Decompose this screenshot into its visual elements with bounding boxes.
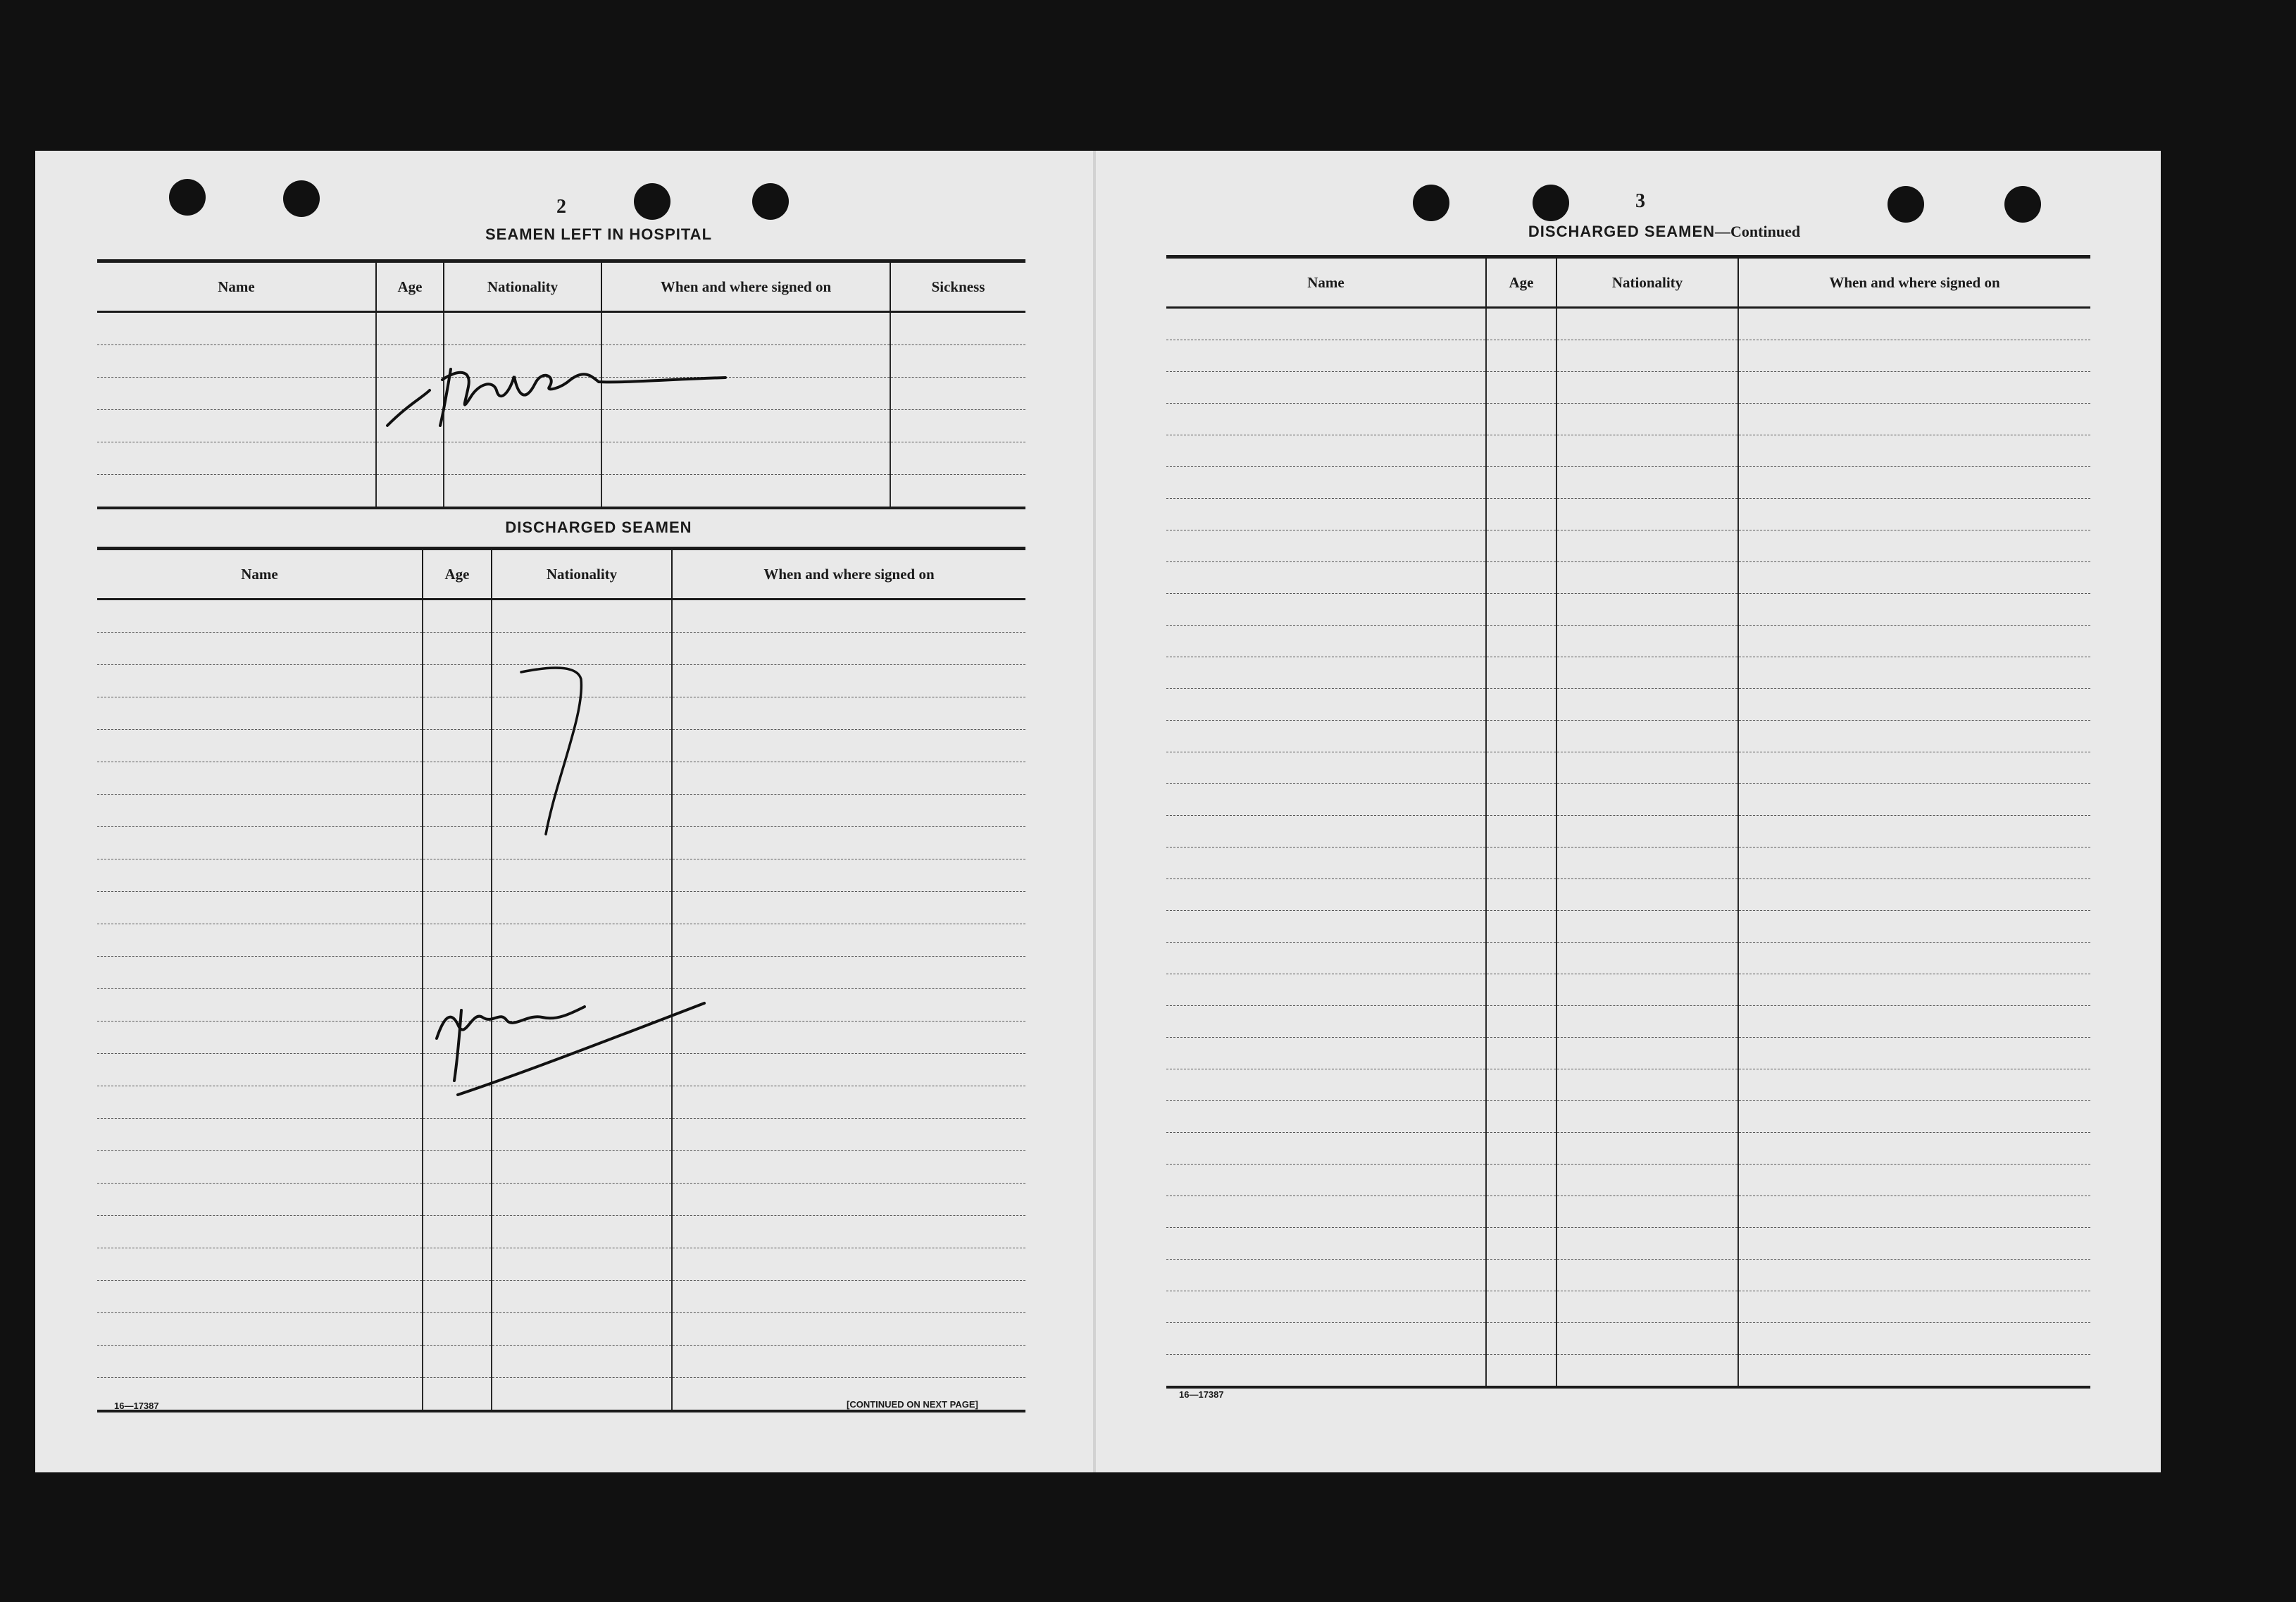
table-cell <box>1738 943 2090 974</box>
table-cell <box>1738 467 2090 499</box>
column-header-sickness: Sickness <box>890 261 1025 312</box>
table-cell <box>97 989 423 1022</box>
column-header-age: Age <box>376 261 444 312</box>
table-cell <box>1738 689 2090 721</box>
table-row <box>97 1248 1025 1281</box>
table-cell <box>1738 784 2090 816</box>
table-cell <box>1166 1069 1486 1101</box>
table-cell <box>423 600 492 633</box>
table-cell <box>1738 879 2090 911</box>
table-cell <box>672 957 1025 989</box>
table-row <box>1166 372 2090 404</box>
table-cell <box>1556 1101 1738 1133</box>
table-row <box>1166 340 2090 372</box>
table-cell <box>1486 626 1556 657</box>
table-row <box>97 442 1025 475</box>
table-row <box>1166 1291 2090 1323</box>
table-cell <box>97 697 423 730</box>
table-cell <box>1486 816 1556 847</box>
table-cell <box>492 1346 672 1378</box>
table-cell <box>1738 657 2090 689</box>
column-header-age: Age <box>1486 257 1556 308</box>
table-cell <box>1486 1038 1556 1069</box>
table-cell <box>1486 752 1556 784</box>
table-row <box>1166 1196 2090 1228</box>
table-cell <box>1556 1260 1738 1291</box>
table-cell <box>1166 784 1486 816</box>
table-cell <box>890 475 1025 509</box>
table-cell <box>1486 467 1556 499</box>
table-cell <box>97 730 423 762</box>
table-cell <box>1166 689 1486 721</box>
table-row <box>97 1313 1025 1346</box>
table-row <box>1166 943 2090 974</box>
table-cell <box>97 1216 423 1248</box>
table-cell <box>1556 1069 1738 1101</box>
table-row <box>1166 1133 2090 1165</box>
discharged-section-title: DISCHARGED SEAMEN <box>505 519 692 536</box>
table-cell <box>1486 530 1556 562</box>
table-cell <box>492 1184 672 1216</box>
table-cell <box>1556 911 1738 943</box>
table-cell <box>1738 435 2090 467</box>
table-cell <box>1556 1196 1738 1228</box>
table-row <box>1166 816 2090 847</box>
table-cell <box>1556 657 1738 689</box>
table-row <box>1166 657 2090 689</box>
table-cell <box>672 1054 1025 1086</box>
table-cell <box>376 475 444 509</box>
table-row <box>97 1119 1025 1151</box>
table-cell <box>1166 879 1486 911</box>
table-cell <box>423 1346 492 1378</box>
table-row <box>1166 1260 2090 1291</box>
table-cell <box>1166 308 1486 340</box>
table-cell <box>1738 340 2090 372</box>
table-cell <box>492 1281 672 1313</box>
discharged-continued-table <box>1166 255 2090 1389</box>
table-cell <box>1556 721 1738 752</box>
table-cell <box>1738 721 2090 752</box>
table-row <box>1166 689 2090 721</box>
handwritten-none-signature <box>380 348 732 440</box>
table-cell <box>672 1151 1025 1184</box>
table-cell <box>1166 657 1486 689</box>
table-cell <box>1738 1038 2090 1069</box>
table-cell <box>97 1248 423 1281</box>
table-cell <box>890 345 1025 378</box>
table-cell <box>97 892 423 924</box>
table-cell <box>97 1086 423 1119</box>
table-cell <box>1556 308 1738 340</box>
table-row <box>1166 435 2090 467</box>
table-cell <box>1166 1355 1486 1388</box>
table-cell <box>1556 499 1738 530</box>
table-cell <box>1738 562 2090 594</box>
table-cell <box>601 442 890 475</box>
table-cell <box>1486 974 1556 1006</box>
table-cell <box>423 1119 492 1151</box>
table-cell <box>890 378 1025 410</box>
table-cell <box>672 665 1025 697</box>
table-cell <box>672 795 1025 827</box>
table-row <box>1166 1355 2090 1388</box>
table-cell <box>1166 974 1486 1006</box>
table-cell <box>1166 435 1486 467</box>
table-cell <box>423 1281 492 1313</box>
table-row <box>97 1281 1025 1313</box>
table-cell <box>1486 1228 1556 1260</box>
table-row <box>1166 562 2090 594</box>
table-cell <box>1486 721 1556 752</box>
table-row <box>1166 499 2090 530</box>
table-cell <box>1486 1006 1556 1038</box>
table-row <box>1166 879 2090 911</box>
table-row <box>97 1151 1025 1184</box>
table-cell <box>601 312 890 345</box>
table-cell <box>1738 404 2090 435</box>
table-cell <box>1556 1228 1738 1260</box>
table-cell <box>1738 1355 2090 1388</box>
table-cell <box>97 859 423 892</box>
table-cell <box>97 1346 423 1378</box>
table-row <box>1166 752 2090 784</box>
table-cell <box>1486 1323 1556 1355</box>
table-cell <box>1556 594 1738 626</box>
table-cell <box>1166 1260 1486 1291</box>
table-cell <box>1486 657 1556 689</box>
table-cell <box>1486 847 1556 879</box>
table-cell <box>1738 1069 2090 1101</box>
column-header-signed-on: When and where signed on <box>601 261 890 312</box>
table-cell <box>1738 1291 2090 1323</box>
table-cell <box>444 475 601 509</box>
table-cell <box>97 827 423 859</box>
table-cell <box>672 1022 1025 1054</box>
page-number: 2 <box>556 196 566 218</box>
table-cell <box>890 410 1025 442</box>
table-cell <box>1738 974 2090 1006</box>
table-cell <box>1556 467 1738 499</box>
table-cell <box>1738 816 2090 847</box>
hospital-section-title: SEAMEN LEFT IN HOSPITAL <box>485 225 713 243</box>
document-sheet <box>35 151 2161 1472</box>
table-cell <box>97 1281 423 1313</box>
table-cell <box>1556 404 1738 435</box>
table-row <box>1166 1228 2090 1260</box>
table-cell <box>97 1184 423 1216</box>
table-cell <box>1486 943 1556 974</box>
table-cell <box>672 730 1025 762</box>
table-cell <box>1486 784 1556 816</box>
table-cell <box>1738 1228 2090 1260</box>
table-cell <box>1738 372 2090 404</box>
table-cell <box>1556 626 1738 657</box>
table-cell <box>1166 467 1486 499</box>
table-cell <box>1556 752 1738 784</box>
table-cell <box>1486 1165 1556 1196</box>
table-cell <box>1166 499 1486 530</box>
table-row <box>97 1346 1025 1378</box>
table-row <box>1166 1006 2090 1038</box>
table-cell <box>1738 530 2090 562</box>
table-row <box>1166 1323 2090 1355</box>
table-cell <box>1486 562 1556 594</box>
page-number: 3 <box>1635 190 1645 212</box>
table-cell <box>423 1151 492 1184</box>
table-row <box>1166 847 2090 879</box>
table-row <box>1166 1038 2090 1069</box>
table-cell <box>1738 499 2090 530</box>
right-page <box>1097 151 2161 1472</box>
table-cell <box>1738 1101 2090 1133</box>
table-cell <box>1738 911 2090 943</box>
table-cell <box>97 1151 423 1184</box>
table-cell <box>672 1313 1025 1346</box>
table-cell <box>97 345 376 378</box>
table-cell <box>423 1378 492 1412</box>
column-header-nationality: Nationality <box>444 261 601 312</box>
table-cell <box>423 1248 492 1281</box>
table-cell <box>1166 1323 1486 1355</box>
table-cell <box>1556 816 1738 847</box>
discharged-continued-section-title: DISCHARGED SEAMEN—Continued <box>1528 223 1801 240</box>
table-cell <box>1556 1133 1738 1165</box>
column-header-name: Name <box>1166 257 1486 308</box>
table-cell <box>97 442 376 475</box>
table-cell <box>1738 1260 2090 1291</box>
table-cell <box>1486 1291 1556 1323</box>
table-cell <box>1556 784 1738 816</box>
table-cell <box>1738 308 2090 340</box>
table-cell <box>97 475 376 509</box>
table-row <box>1166 530 2090 562</box>
table-cell <box>1556 879 1738 911</box>
table-cell <box>672 600 1025 633</box>
table-cell <box>1556 1006 1738 1038</box>
table-cell <box>97 600 423 633</box>
table-cell <box>1486 911 1556 943</box>
table-cell <box>97 795 423 827</box>
table-cell <box>672 697 1025 730</box>
table-cell <box>492 600 672 633</box>
table-cell <box>1486 404 1556 435</box>
column-header-nationality: Nationality <box>1556 257 1738 308</box>
table-cell <box>672 924 1025 957</box>
table-cell <box>672 1216 1025 1248</box>
table-cell <box>1556 340 1738 372</box>
table-cell <box>1486 879 1556 911</box>
left-page <box>35 151 1092 1472</box>
form-code: 16—17387 <box>114 1401 159 1411</box>
table-row <box>1166 467 2090 499</box>
table-cell <box>1556 1038 1738 1069</box>
table-cell <box>1486 1355 1556 1388</box>
table-row <box>97 475 1025 509</box>
table-cell <box>97 924 423 957</box>
table-cell <box>1166 1101 1486 1133</box>
table-cell <box>97 633 423 665</box>
table-row <box>97 1184 1025 1216</box>
table-cell <box>672 1346 1025 1378</box>
table-row <box>1166 721 2090 752</box>
table-row <box>1166 308 2090 340</box>
table-cell <box>1738 847 2090 879</box>
table-cell <box>1166 1165 1486 1196</box>
table-cell <box>1166 1038 1486 1069</box>
table-cell <box>1738 1196 2090 1228</box>
table-cell <box>1166 847 1486 879</box>
table-cell <box>890 312 1025 345</box>
table-cell <box>1486 689 1556 721</box>
table-cell <box>1166 721 1486 752</box>
table-cell <box>672 989 1025 1022</box>
table-cell <box>672 1086 1025 1119</box>
table-cell <box>97 1313 423 1346</box>
table-row <box>1166 1165 2090 1196</box>
table-cell <box>1738 752 2090 784</box>
table-cell <box>1556 372 1738 404</box>
table-cell <box>1556 1165 1738 1196</box>
table-cell <box>1556 562 1738 594</box>
table-cell <box>672 827 1025 859</box>
table-row <box>97 600 1025 633</box>
table-cell <box>672 1248 1025 1281</box>
table-cell <box>1738 594 2090 626</box>
table-cell <box>1486 1069 1556 1101</box>
table-cell <box>97 1022 423 1054</box>
table-cell <box>672 1119 1025 1151</box>
table-cell <box>1166 594 1486 626</box>
table-cell <box>1738 1323 2090 1355</box>
table-cell <box>1486 308 1556 340</box>
table-cell <box>1486 1133 1556 1165</box>
page-fold <box>1093 151 1096 1472</box>
column-header-age: Age <box>423 549 492 600</box>
table-row <box>1166 1101 2090 1133</box>
table-cell <box>492 1151 672 1184</box>
table-cell <box>672 892 1025 924</box>
table-cell <box>492 1248 672 1281</box>
table-cell <box>890 442 1025 475</box>
table-row <box>1166 784 2090 816</box>
handwritten-none-signature <box>416 658 711 1109</box>
table-cell <box>1738 626 2090 657</box>
table-cell <box>1556 943 1738 974</box>
continued-note: [CONTINUED ON NEXT PAGE] <box>847 1399 978 1410</box>
table-cell <box>376 442 444 475</box>
table-cell <box>1166 752 1486 784</box>
table-cell <box>423 1216 492 1248</box>
table-cell <box>1556 1355 1738 1388</box>
table-cell <box>423 1313 492 1346</box>
table-cell <box>1166 943 1486 974</box>
table-cell <box>1486 1260 1556 1291</box>
table-cell <box>492 1216 672 1248</box>
table-cell <box>97 1054 423 1086</box>
table-cell <box>444 442 601 475</box>
table-cell <box>1556 974 1738 1006</box>
table-cell <box>1166 1196 1486 1228</box>
column-header-nationality: Nationality <box>492 549 672 600</box>
table-cell <box>1486 435 1556 467</box>
table-cell <box>1738 1133 2090 1165</box>
table-cell <box>1556 1291 1738 1323</box>
table-cell <box>672 1281 1025 1313</box>
table-cell <box>672 762 1025 795</box>
table-cell <box>492 1119 672 1151</box>
table-cell <box>1166 816 1486 847</box>
table-row <box>1166 911 2090 943</box>
table-cell <box>672 1184 1025 1216</box>
table-cell <box>1738 1006 2090 1038</box>
table-cell <box>1166 1133 1486 1165</box>
table-cell <box>1738 1165 2090 1196</box>
table-cell <box>97 312 376 345</box>
table-row <box>97 312 1025 345</box>
table-cell <box>1166 626 1486 657</box>
table-cell <box>97 762 423 795</box>
table-cell <box>1166 530 1486 562</box>
table-row <box>97 1216 1025 1248</box>
table-cell <box>672 859 1025 892</box>
table-cell <box>423 1184 492 1216</box>
table-row <box>1166 1069 2090 1101</box>
table-cell <box>1556 435 1738 467</box>
table-cell <box>1556 530 1738 562</box>
table-cell <box>492 1313 672 1346</box>
table-row <box>1166 594 2090 626</box>
table-cell <box>1166 911 1486 943</box>
table-cell <box>97 378 376 410</box>
table-cell <box>1166 1006 1486 1038</box>
table-cell <box>492 1378 672 1412</box>
form-code: 16—17387 <box>1179 1389 1224 1400</box>
table-row <box>1166 974 2090 1006</box>
table-cell <box>1166 372 1486 404</box>
table-cell <box>97 957 423 989</box>
column-header-name: Name <box>97 549 423 600</box>
table-cell <box>97 1119 423 1151</box>
table-cell <box>97 665 423 697</box>
table-cell <box>1166 1291 1486 1323</box>
table-cell <box>1486 340 1556 372</box>
column-header-signed-on: When and where signed on <box>1738 257 2090 308</box>
column-header-name: Name <box>97 261 376 312</box>
table-cell <box>1486 594 1556 626</box>
table-cell <box>1166 562 1486 594</box>
table-cell <box>97 410 376 442</box>
table-cell <box>1486 499 1556 530</box>
table-cell <box>601 475 890 509</box>
table-cell <box>1166 1228 1486 1260</box>
table-cell <box>1486 1196 1556 1228</box>
table-cell <box>1486 1101 1556 1133</box>
table-cell <box>1556 689 1738 721</box>
table-cell <box>1166 340 1486 372</box>
table-cell <box>1166 404 1486 435</box>
table-cell <box>1556 1323 1738 1355</box>
table-cell <box>672 633 1025 665</box>
table-row <box>1166 626 2090 657</box>
column-header-signed-on: When and where signed on <box>672 549 1025 600</box>
table-cell <box>1486 372 1556 404</box>
table-row <box>1166 404 2090 435</box>
table-cell <box>1556 847 1738 879</box>
table-cell <box>444 312 601 345</box>
table-cell <box>376 312 444 345</box>
